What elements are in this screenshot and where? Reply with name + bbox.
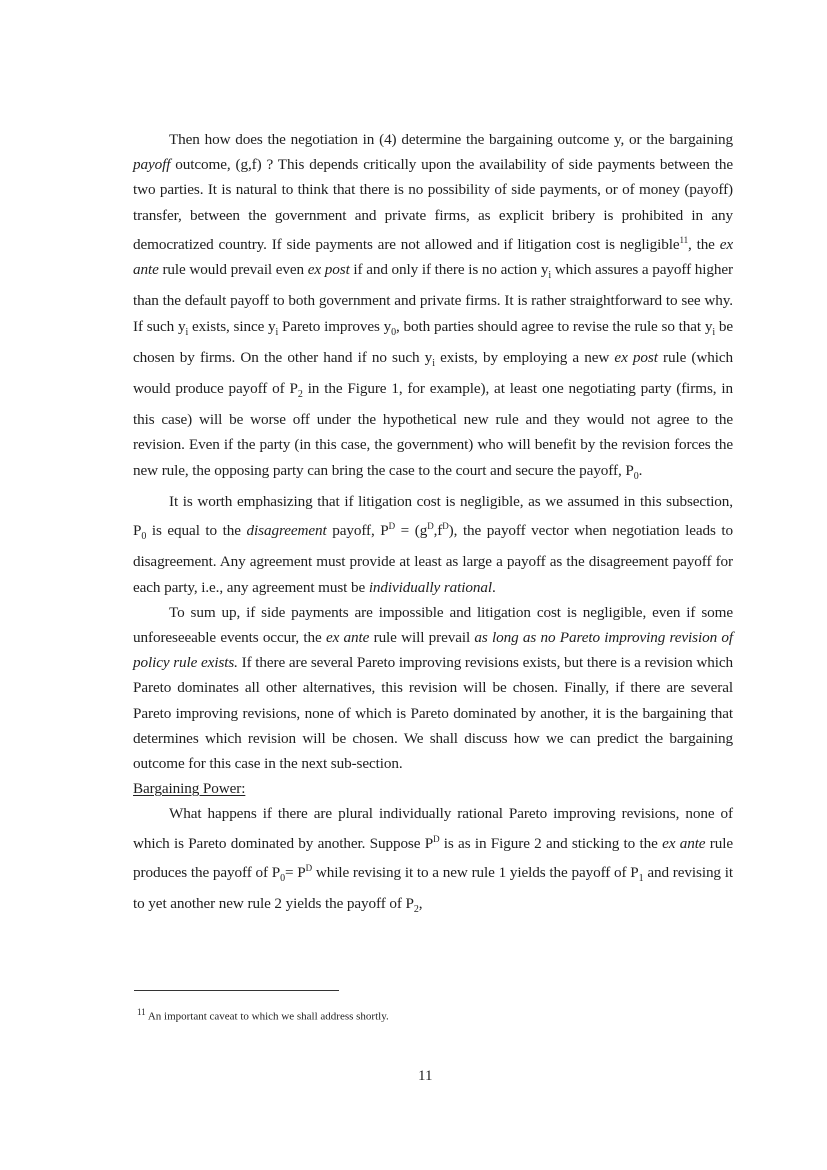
footnote-marker: 11 bbox=[137, 1007, 146, 1017]
footnote-text: An important caveat to which we shall address shortly. bbox=[145, 1010, 389, 1023]
footnote bbox=[137, 1005, 737, 1024]
footnote-reference[interactable]: 11 bbox=[679, 234, 689, 245]
paragraph-1: Then how does the negotiation in (4) determine the bargaining outcome y, or the bargaining payoff outcome, (g,f) ? This depends critically upon the availability of side payments between the two parties. It is natural to think that there is no possibility of side payments, or of money (payoff) transfer, between the government and private firms, as explicit bribery is prohibited in any democratized country. If side payments are not allowed and if litigation cost is negligible$^{11}$, the ex ante rule would prevail even ex post if and only if there is no action $y_i$ which assures a payoff higher than the default payoff to both government and private firms. It is rather straightforward to see why. If such $y_i$ exists, since $y_i$ Pareto improves $y_0$, both parties should agree to revise the rule so that $y_i$ be chosen by firms. On the other hand if no such $y_i$ exists, by employing a new ex post rule (which would produce payoff of $P_2$ in the Figure 1, for example), at least one negotiating party (firms, in this case) will be worse off under the hypothetical new rule and they would not agree to the revision. Even if the party (in this case, the government) who will benefit by the revision forces the new rule, the opposing party can bring the case to the court and secure the payoff, $P_0$. bbox=[133, 131, 733, 482]
section-subheading: Bargaining Power: bbox=[133, 780, 246, 798]
paragraph-3: To sum up, if side payments are impossible and litigation cost is negligible, even if some unforeseeable events occur, the ex ante rule will prevail as long as no Pareto improving revision of policy rule exists. If there are several Pareto improving revisions exists, but there is a revision which Pareto dominates all other alternatives, this revision will be chosen. Finally, if there are several Pareto improving revisions, none of which is Pareto dominated by another, it is the bargaining that determines which revision will be chosen. We shall discuss how we can predict the bargaining outcome for this case in the next sub-section. bbox=[133, 603, 733, 772]
page-number: 11 bbox=[418, 1068, 433, 1084]
paragraph-2: It is worth emphasizing that if litigation cost is negligible, as we assumed in this subsection, $P_0$ is equal to the disagreement payoff, $P^D = (g^D,f^D)$, the payoff vector when negotiation leads to disagreement. Any agreement must provide at least as large a payoff as the disagreement payoff for each party, i.e., any agreement must be individually rational. bbox=[133, 492, 734, 596]
body-text bbox=[133, 127, 733, 922]
footnote-divider bbox=[134, 990, 339, 991]
paragraph-4: What happens if there are plural individually rational Pareto improving revisions, none of which is Pareto dominated by another. Suppose $P^D$ is as in Figure 2 and sticking to the ex ante rule produces the payoff of $P_0= P^D$ while revising it to a new rule 1 yields the payoff of $P_1$ and revising it to yet another new rule 2 yields the payoff of $P_2$, bbox=[133, 805, 733, 916]
